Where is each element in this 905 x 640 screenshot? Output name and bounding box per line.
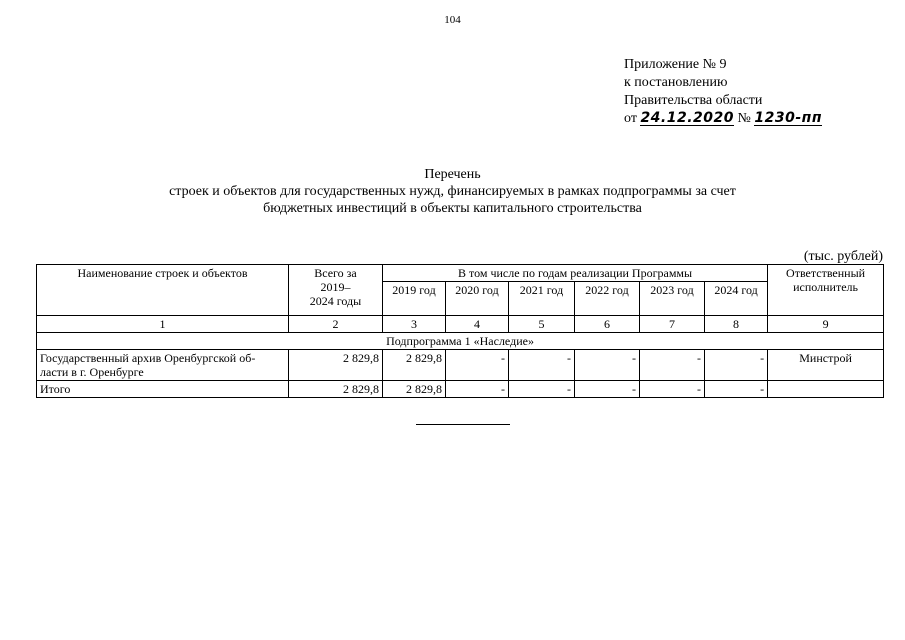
object-name-line-2: ласти в г. Оренбурге bbox=[40, 365, 144, 379]
document-title bbox=[0, 166, 905, 217]
title-line-2: строек и объектов для государственных нужд, финансируемых в рамках подпрограммы за счет bbox=[169, 184, 736, 199]
value-2021: - bbox=[509, 381, 575, 398]
header-year-2021: 2021 год bbox=[509, 282, 575, 316]
header-name: Наименование строек и объектов bbox=[37, 265, 289, 316]
value-2024: - bbox=[705, 381, 768, 398]
header-year-2019: 2019 год bbox=[383, 282, 446, 316]
value-2022: - bbox=[575, 381, 640, 398]
table-row-total bbox=[37, 381, 884, 398]
handwritten-date: 24.12.2020 bbox=[640, 110, 735, 126]
header-responsible-line-2: исполнитель bbox=[793, 280, 858, 294]
header-year-2024: 2024 год bbox=[705, 282, 768, 316]
column-number: 1 bbox=[37, 316, 289, 333]
total-value: 2 829,8 bbox=[289, 350, 383, 381]
header-total-line-3: 2024 годы bbox=[309, 294, 362, 308]
value-2023: - bbox=[640, 381, 705, 398]
appendix-government: Правительства области bbox=[624, 93, 763, 108]
column-number: 3 bbox=[383, 316, 446, 333]
header-year-2022: 2022 год bbox=[575, 282, 640, 316]
handwritten-number: 1230-пп bbox=[754, 110, 822, 126]
responsible-executor bbox=[768, 381, 884, 398]
column-number: 5 bbox=[509, 316, 575, 333]
value-2023: - bbox=[640, 350, 705, 381]
header-row-1 bbox=[37, 265, 884, 282]
subprogram-title: Подпрограмма 1 «Наследие» bbox=[37, 333, 884, 350]
date-prefix: от bbox=[624, 111, 637, 126]
column-number: 9 bbox=[768, 316, 884, 333]
total-value: 2 829,8 bbox=[289, 381, 383, 398]
title-line-3: бюджетных инвестиций в объекты капитального строительства bbox=[263, 201, 642, 216]
responsible-executor: Минстрой bbox=[768, 350, 884, 381]
value-2020: - bbox=[446, 350, 509, 381]
header-total-line-1: Всего за bbox=[314, 266, 357, 280]
column-number: 2 bbox=[289, 316, 383, 333]
value-2021: - bbox=[509, 350, 575, 381]
subprogram-row bbox=[37, 333, 884, 350]
value-2020: - bbox=[446, 381, 509, 398]
header-years-group: В том числе по годам реализации Программы bbox=[383, 265, 768, 282]
appendix-title: Приложение № 9 bbox=[624, 57, 727, 72]
appendix-to-resolution: к постановлению bbox=[624, 75, 728, 90]
header-total bbox=[289, 265, 383, 316]
value-2019: 2 829,8 bbox=[383, 350, 446, 381]
header-responsible-line-1: Ответственный bbox=[786, 266, 866, 280]
value-2019: 2 829,8 bbox=[383, 381, 446, 398]
page-number: 104 bbox=[444, 14, 461, 26]
object-name bbox=[37, 350, 289, 381]
header-total-line-2: 2019– bbox=[320, 280, 351, 294]
title-line-1: Перечень bbox=[424, 167, 481, 182]
end-divider bbox=[416, 424, 510, 425]
column-numbers-row bbox=[37, 316, 884, 333]
column-number: 6 bbox=[575, 316, 640, 333]
column-number: 8 bbox=[705, 316, 768, 333]
total-label: Итого bbox=[37, 381, 289, 398]
number-prefix: № bbox=[737, 111, 751, 126]
header-year-2020: 2020 год bbox=[446, 282, 509, 316]
column-number: 7 bbox=[640, 316, 705, 333]
object-name-line-1: Государственный архив Оренбургской об- bbox=[40, 351, 256, 365]
column-number: 4 bbox=[446, 316, 509, 333]
value-2024: - bbox=[705, 350, 768, 381]
table-row bbox=[37, 350, 884, 381]
appendix-date-number bbox=[624, 110, 822, 128]
appendix-block bbox=[624, 56, 822, 128]
value-2022: - bbox=[575, 350, 640, 381]
header-year-2023: 2023 год bbox=[640, 282, 705, 316]
header-responsible bbox=[768, 265, 884, 316]
unit-label: (тыс. рублей) bbox=[803, 249, 883, 264]
objects-table bbox=[36, 264, 884, 398]
